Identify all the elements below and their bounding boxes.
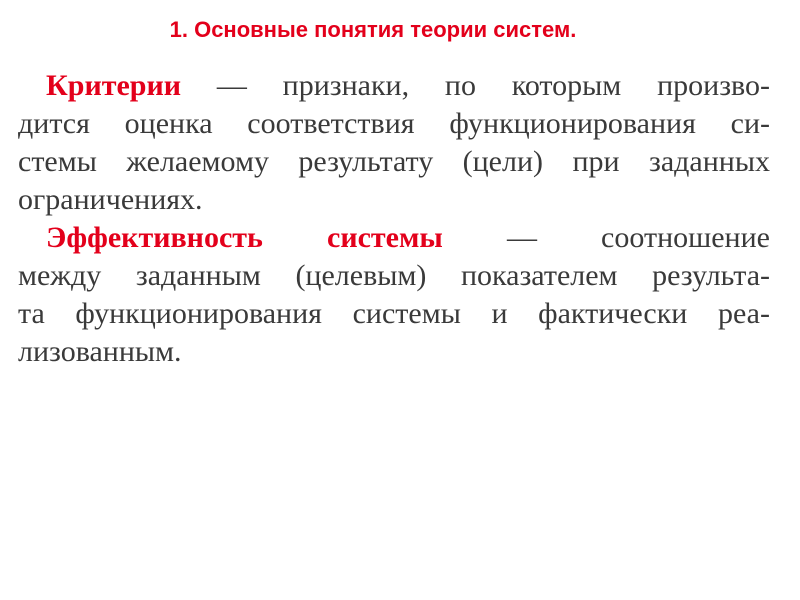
text-line: [18, 67, 770, 105]
definition-criteria: [18, 67, 770, 219]
term-system-efficiency: Эффективность системы: [46, 221, 443, 254]
text-line: стемы желаемому результату (цели) при заданных: [18, 145, 770, 178]
slide-body: [18, 67, 770, 371]
text-line: та функционирования системы и фактически реа-: [18, 297, 770, 330]
text-line: дится оценка соответствия функционирования си-: [18, 107, 770, 140]
text-line: [18, 219, 770, 257]
definition-efficiency: [18, 219, 770, 371]
text-fragment: — признаки, по которым произво-: [181, 69, 770, 102]
text-line: лизованным.: [18, 335, 182, 368]
text-line: ограничениях.: [18, 183, 203, 216]
term-criteria: Критерии: [46, 69, 182, 102]
slide-title: 1. Основные понятия теории систем.: [169, 17, 577, 42]
text-line: между заданным (целевым) показателем результа-: [18, 259, 770, 292]
text-fragment: — соотношение: [442, 221, 770, 254]
